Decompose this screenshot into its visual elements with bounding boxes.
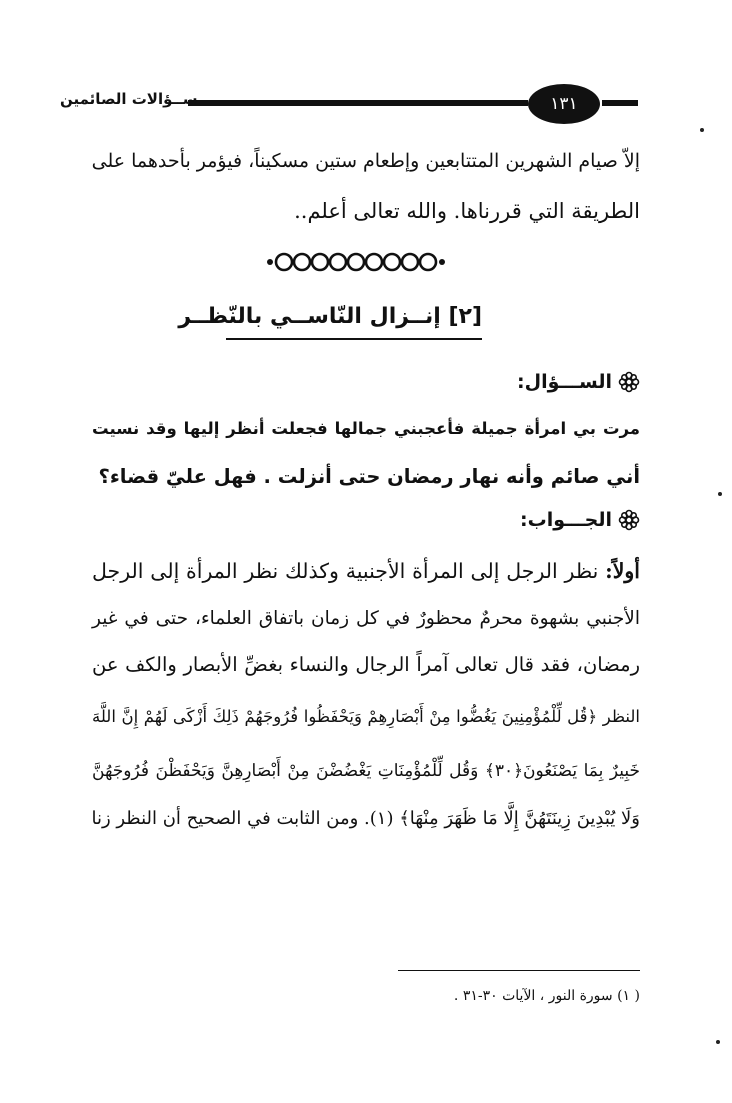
header-rule-right xyxy=(602,100,638,106)
section-title-text: إنــزال النّاســي بالنّظــر xyxy=(178,304,441,329)
question-label-text: الســـؤال: xyxy=(517,371,612,393)
question-line-1: مرت بي امرأة جميلة فأعجبني جمالها فجعلت أنظر إليها وقد نسيت xyxy=(92,419,640,438)
answer-lead: أولاً: xyxy=(605,559,640,583)
book-title: ســؤالات الصائمين xyxy=(60,90,198,108)
header-rule-left xyxy=(188,100,528,106)
question-line-2: أني صائم وأنه نهار رمضان حتى أنزلت . فهل عليّ قضاء؟ xyxy=(98,465,640,488)
question-label xyxy=(517,368,640,396)
scan-speck xyxy=(700,128,704,132)
answer-line-1 xyxy=(92,556,640,586)
answer-line-2: الأجنبي بشهوة محرمٌ محظورٌ في كل زمان باتفاق العلماء، حتى في غير xyxy=(92,608,640,629)
scan-speck xyxy=(718,492,722,496)
running-header xyxy=(60,84,640,126)
intro-line-1: إلاّ صيام الشهرين المتتابعين وإطعام ستين مسكيناً، فيؤمر بأحدهما على xyxy=(91,150,640,172)
answer-line-3: رمضان، فقد قال تعالى آمراً الرجال والنساء بغضِّ الأبصار والكف عن xyxy=(92,653,640,676)
flower-icon xyxy=(618,371,640,393)
footnote-rule xyxy=(398,970,640,971)
answer-line-5: خَبِيرٌ بِمَا يَصْنَعُونَ﴿٣٠﴾ وَقُل لِّلْمُؤْمِنَاتِ يَغْضُضْنَ مِنْ أَبْصَارِهِنَّ وَيَحْفَظْنَ فُرُوجَهُنَّ xyxy=(92,761,640,781)
answer-line-4: النظر ﴿قُل لِّلْمُؤْمِنِينَ يَغُضُّوا مِنْ أَبْصَارِهِمْ وَيَحْفَظُوا فُرُوجَهُمْ ذَلِكَ أَزْكَى لَهُمْ إِنَّ اللَّهَ xyxy=(92,707,640,726)
section-title xyxy=(178,300,482,340)
scan-speck xyxy=(716,1040,720,1044)
page-number: ١٣١ xyxy=(528,84,600,124)
footnote: ( ١) سورة النور ، الآيات ٣٠-٣١ . xyxy=(453,988,640,1004)
answer-label-text: الجـــواب: xyxy=(520,509,612,531)
answer-line-1-text: نظر الرجل إلى المرأة الأجنبية وكذلك نظر المرأة إلى الرجل xyxy=(92,559,599,583)
section-number: [٢] xyxy=(448,304,482,329)
answer-line-6: وَلَا يُبْدِينَ زِينَتَهُنَّ إِلَّا مَا ظَهَرَ مِنْهَا﴾ (١). ومن الثابت في الصحيح أن النظر زنا xyxy=(91,808,640,829)
flower-icon xyxy=(618,509,640,531)
intro-line-2: الطريقة التي قررناها. والله تعالى أعلم.. xyxy=(294,199,640,223)
ornament-divider xyxy=(262,250,452,274)
answer-label xyxy=(520,506,640,534)
